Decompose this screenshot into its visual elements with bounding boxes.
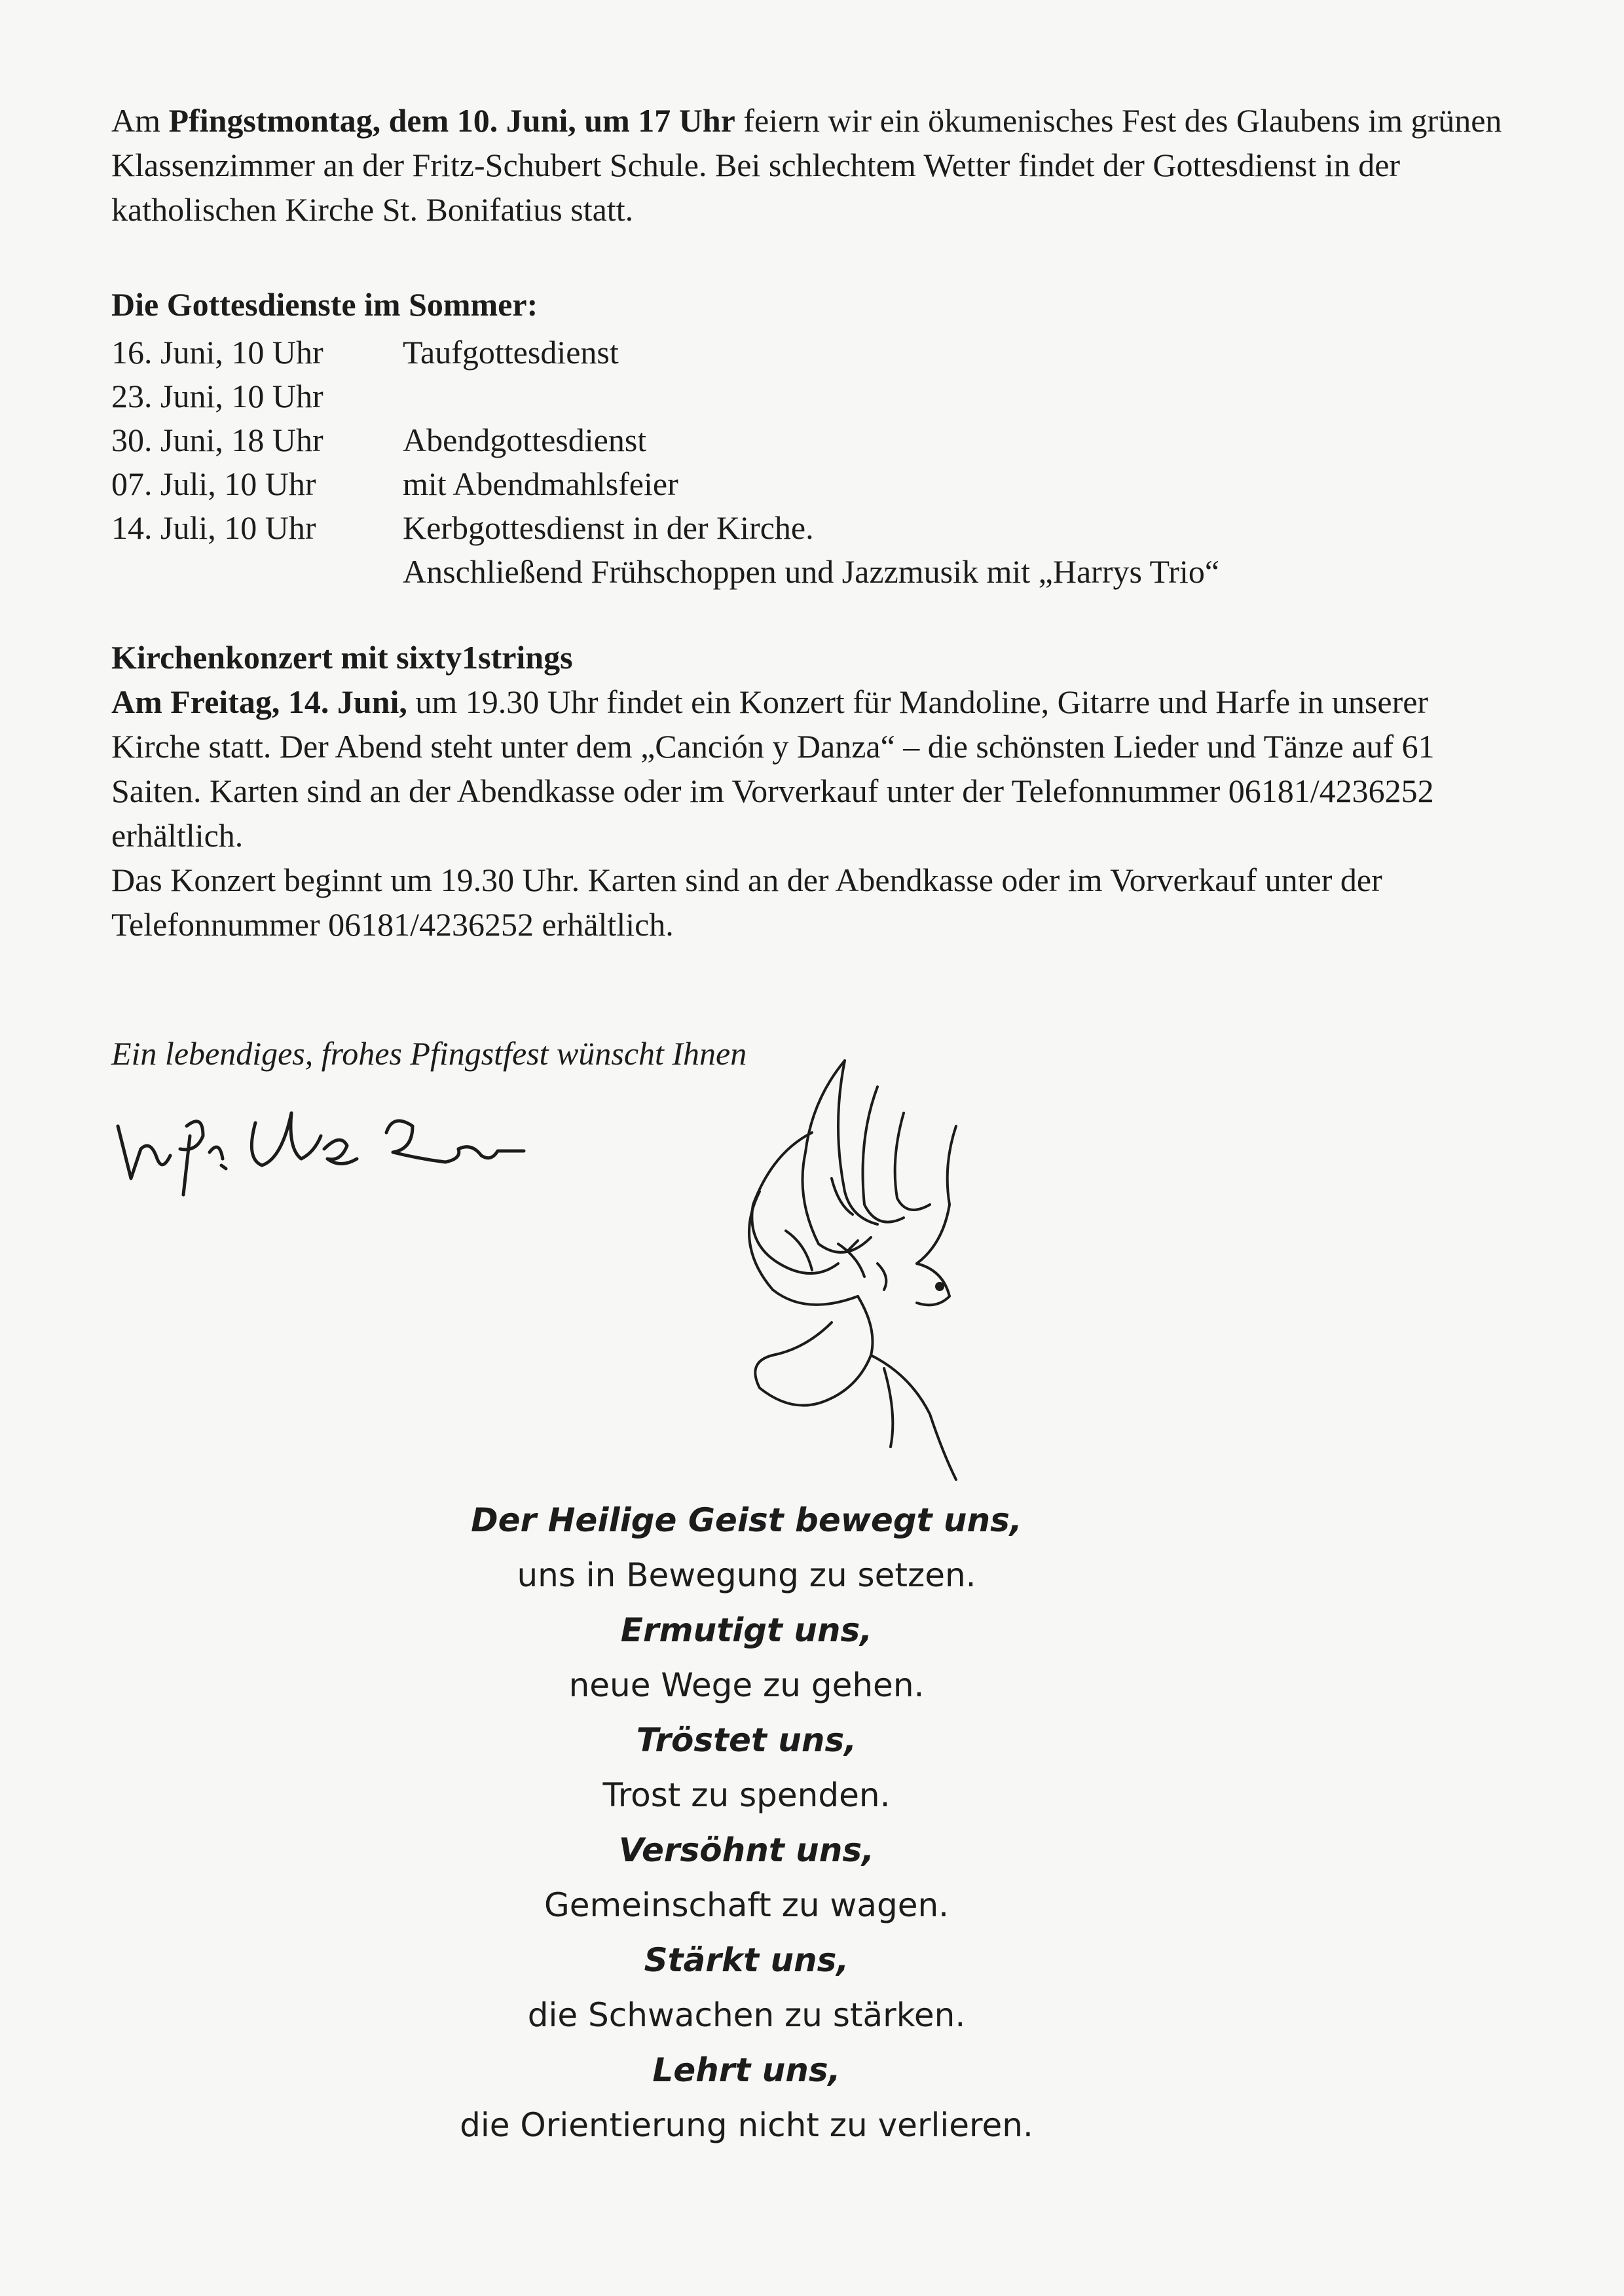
poem-line: neue Wege zu gehen.: [568, 1666, 925, 1704]
poem-line: Versöhnt uns,: [618, 1831, 875, 1869]
poem: [367, 1493, 1126, 2153]
poem-line: Stärkt uns,: [644, 1941, 849, 1979]
poem-line: Trost zu spenden.: [602, 1776, 891, 1814]
concert-text-1: um 19.30 Uhr findet ein Konzert für Mandoline, Gitarre und Harfe in unserer Kirche statt. Der Abend steht unter dem „Canción y Danza“ – die schönsten Lieder und Tänze auf 61 Saiten. Karten sind an der Abendkasse oder im Vorverkauf unter der Telefonnummer 06181/4236252 erhältlich.: [111, 683, 1435, 854]
concert-section: [111, 635, 1519, 947]
intro-paragraph: [111, 98, 1519, 232]
service-date: 16. Juni, 10 Uhr: [111, 334, 323, 371]
service-desc: Kerbgottesdienst in der Kirche.: [403, 509, 814, 546]
services-heading: Die Gottesdienste im Sommer:: [111, 286, 538, 323]
services-list: [111, 331, 1219, 594]
service-desc: Anschließend Frühschoppen und Jazzmusik mit „Harrys Trio“: [403, 553, 1220, 590]
concert-paragraph-2: Das Konzert beginnt um 19.30 Uhr. Karten sind an der Abendkasse oder im Vorverkauf unter der Telefonnummer 06181/4236252 erhältlich.: [111, 862, 1382, 943]
handwritten-signature: [105, 1087, 576, 1208]
dove-drawing: [681, 1048, 1008, 1503]
poem-line: Gemeinschaft zu wagen.: [544, 1886, 950, 1924]
service-row: [111, 418, 1219, 462]
poem-line: die Schwachen zu stärken.: [527, 1996, 966, 2034]
service-date: 14. Juli, 10 Uhr: [111, 509, 316, 546]
poem-line: uns in Bewegung zu setzen.: [517, 1556, 976, 1594]
intro-text-start: Am: [111, 102, 169, 139]
intro-date-bold: Pfingstmontag, dem 10. Juni, um 17 Uhr: [168, 102, 735, 139]
poem-line: Lehrt uns,: [652, 2051, 841, 2089]
poem-line: Tröstet uns,: [636, 1721, 857, 1759]
poem-line: Der Heilige Geist bewegt uns,: [471, 1501, 1022, 1539]
greeting-line: Ein lebendiges, frohes Pfingstfest wünscht Ihnen: [111, 1035, 747, 1072]
service-row: [111, 462, 1219, 506]
service-desc: Taufgottesdienst: [403, 334, 619, 371]
service-row: [111, 550, 1219, 594]
concert-date-bold: Am Freitag, 14. Juni,: [111, 683, 407, 720]
service-row: [111, 374, 1219, 418]
service-date: 30. Juni, 18 Uhr: [111, 422, 323, 458]
dove-icon: [681, 1048, 1008, 1499]
poem-line: die Orientierung nicht zu verlieren.: [460, 2106, 1033, 2144]
concert-paragraph-1: [111, 680, 1519, 858]
service-date: [111, 550, 403, 594]
intro-text-rest: feiern wir ein ökumenisches Fest des Glaubens im grünen Klassenzimmer an der Fritz-Schubert Schule. Bei schlechtem Wetter findet der Gottesdienst in der katholischen Kirche St. Bonifatius statt.: [111, 102, 1502, 228]
concert-heading: Kirchenkonzert mit sixty1strings: [111, 639, 573, 676]
service-row: [111, 331, 1219, 374]
service-row: [111, 506, 1219, 550]
service-desc: Abendgottesdienst: [403, 422, 647, 458]
service-desc: mit Abendmahlsfeier: [403, 465, 678, 502]
service-date: 23. Juni, 10 Uhr: [111, 378, 323, 414]
poem-line: Ermutigt uns,: [620, 1611, 873, 1649]
signature-drawing: [105, 1087, 576, 1205]
service-date: 07. Juli, 10 Uhr: [111, 465, 316, 502]
